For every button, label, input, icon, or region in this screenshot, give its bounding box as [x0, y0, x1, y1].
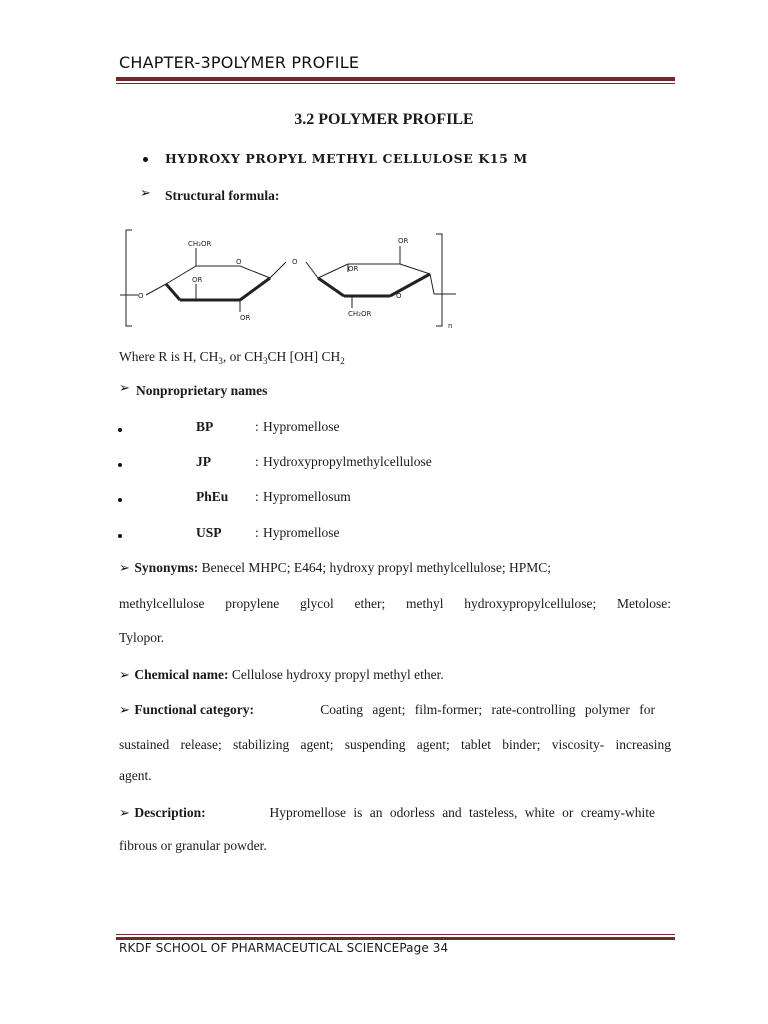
pharmacopeia-value: Hypromellosum: [263, 489, 351, 504]
synonyms-line-2: methylcellulose propylene glycol ether; methyl hydroxypropylcellulose; Metolose:: [119, 596, 671, 611]
pharmacopeia-value: Hydroxypropylmethylcellulose: [263, 454, 432, 469]
label-o-bridge: O: [292, 258, 298, 266]
label-or-ring2-mid: OR: [348, 265, 359, 273]
label-o-ring1: O: [236, 258, 242, 266]
pharmacopeia-key: JP: [196, 454, 211, 469]
separator: :: [255, 419, 259, 434]
label-or-ring1-bottom: OR: [240, 314, 251, 322]
pharmacopeia-key: BP: [196, 419, 214, 434]
bullet-icon: [118, 463, 122, 467]
separator: :: [255, 454, 259, 469]
footer-school: RKDF SCHOOL OF PHARMACEUTICAL SCIENCE: [119, 941, 400, 955]
pharmacopeia-key: PhEu: [196, 489, 229, 504]
pharmacopeia-key: USP: [196, 525, 222, 540]
arrow-bullet-icon: ➢: [119, 381, 130, 396]
left-bracket: [126, 230, 132, 326]
functional-category-line-1: ➢ Functional category: Coating agent; film-former; rate-controlling polymer for: [119, 702, 655, 718]
functional-category-line-3: agent.: [119, 768, 152, 783]
pharmacopeia-value: Hypromellose: [263, 525, 340, 540]
bullet-icon: [143, 157, 148, 162]
footer-rule-thick: [116, 937, 675, 940]
footer-rule-thin: [116, 934, 675, 935]
label-or-ring1-mid: OR: [192, 276, 203, 284]
label-ch2or-top: CH₂OR: [188, 240, 212, 248]
separator: :: [255, 489, 259, 504]
polymer-name: HYDROXY PROPYL METHYL CELLULOSE K15 M: [165, 151, 528, 166]
bullet-icon: [118, 534, 122, 538]
chapter-header: CHAPTER-3POLYMER PROFILE: [119, 53, 360, 72]
separator: :: [255, 525, 259, 540]
functional-category-line-2: sustained release; stabilizing agent; suspending agent; tablet binder; viscosity- increasing: [119, 737, 671, 752]
right-bracket: [436, 234, 442, 326]
pharmacopeia-value: Hypromellose: [263, 419, 340, 434]
where-r-text: Where R is H, $CH_3$, or $CH_3CH$ [OH] $CH_2$: [119, 349, 345, 366]
description-line-1: ➢ Description: Hypromellose is an odorless and tasteless, white or creamy-white: [119, 805, 655, 821]
page-number: Page 34: [399, 941, 449, 955]
page-footer: [119, 941, 448, 955]
header-rule-thick: [116, 77, 675, 81]
label-ch2or-bottom: CH₂OR: [348, 310, 372, 318]
label-o-ring2: O: [396, 292, 402, 300]
synonyms-line-1: ➢ Synonyms: Benecel MHPC; E464; hydroxy propyl methylcellulose; HPMC;: [119, 560, 552, 576]
label-o-left: O: [138, 292, 144, 300]
bullet-icon: [118, 428, 122, 432]
structural-formula-diagram: [118, 222, 463, 332]
label-or-ring2-top: OR: [398, 237, 409, 245]
label-n: n: [448, 322, 453, 330]
description-line-2: fibrous or granular powder.: [119, 838, 267, 853]
chemical-name-line: ➢ Chemical name: Cellulose hydroxy propyl methyl ether.: [119, 667, 444, 683]
header-rule-thin: [116, 83, 675, 84]
nonproprietary-heading: Nonproprietary names: [136, 383, 268, 398]
structural-formula-heading: Structural formula:: [165, 188, 280, 203]
bullet-icon: [118, 498, 122, 502]
section-title: 3.2 POLYMER PROFILE: [294, 111, 474, 128]
arrow-bullet-icon: ➢: [140, 186, 151, 201]
synonyms-line-3: Tylopor.: [119, 630, 165, 645]
